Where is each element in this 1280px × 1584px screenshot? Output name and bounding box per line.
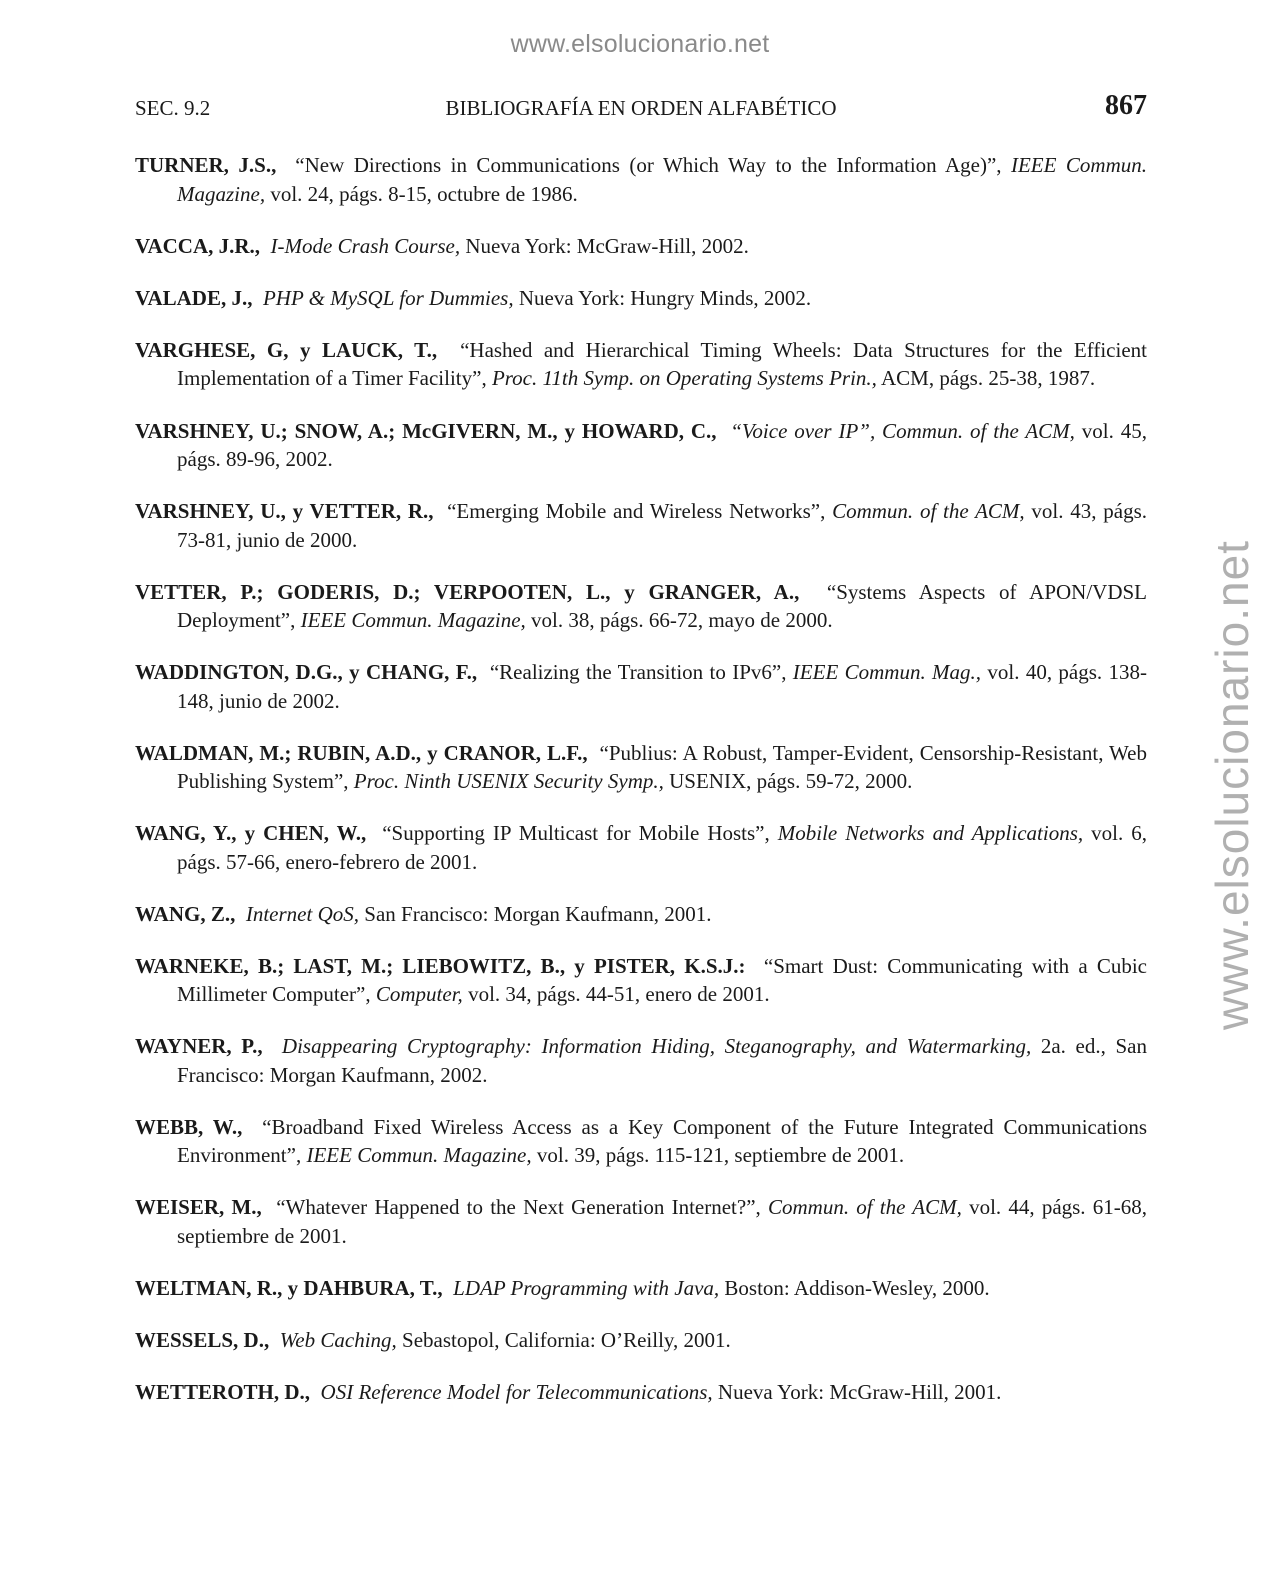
reference-authors: WARNEKE, B.; LAST, M.; LIEBOWITZ, B., y PISTER, K.S.J.: [135, 953, 746, 978]
reference-entry [135, 1326, 1147, 1355]
running-header [135, 90, 1147, 126]
reference-text: “Publius: A Robust, Tamper-Evident, Censorship-Resistant, Web Publishing System”, [177, 740, 1147, 793]
reference-text: Nueva York: Hungry Minds, 2002. [513, 285, 812, 310]
reference-authors: VALADE, J., [135, 285, 253, 310]
reference-entry [135, 232, 1147, 261]
reference-authors: TURNER, J.S., [135, 153, 277, 177]
reference-source: Proc. 11th Symp. on Operating Systems Prin., [491, 366, 877, 390]
reference-entry [135, 1032, 1147, 1089]
reference-text: vol. 39, págs. 115-121, septiembre de 2001. [531, 1143, 905, 1167]
reference-text: “Realizing the Transition to IPv6”, [489, 660, 793, 684]
reference-authors: WAYNER, P., [135, 1034, 263, 1058]
reference-list [135, 151, 1147, 1430]
reference-authors: WALDMAN, M.; RUBIN, A.D., y CRANOR, L.F., [135, 740, 588, 765]
watermark-side: www.elsolucionario.net [1206, 540, 1258, 1030]
running-title: BIBLIOGRAFÍA EN ORDEN ALFABÉTICO [445, 96, 837, 120]
reference-text: Nueva York: McGraw-Hill, 2002. [460, 233, 749, 258]
reference-authors: VARSHNEY, U., y VETTER, R., [135, 499, 434, 523]
reference-text: vol. 6, págs. 57-66, enero-febrero de 2001. [177, 821, 1147, 874]
reference-source: LDAP Programming with Java, [453, 1275, 720, 1300]
reference-text: “Smart Dust: Communicating with a Cubic Millimeter Computer”, [177, 953, 1147, 1006]
reference-text: “Systems Aspects of APON/VDSL Deployment”, [177, 579, 1147, 632]
reference-text: Nueva York: McGraw-Hill, 2001. [712, 1379, 1002, 1404]
reference-text: “Emerging Mobile and Wireless Networks”, [447, 499, 833, 523]
reference-authors: WANG, Y., y CHEN, W., [135, 821, 367, 845]
reference-source: “Voice over IP”, Commun. of the ACM, [730, 418, 1075, 443]
reference-source: I-Mode Crash Course, [270, 233, 461, 258]
reference-source: Mobile Networks and Applications, [777, 821, 1084, 845]
reference-text: vol. 43, págs. 73-81, junio de 2000. [177, 499, 1148, 552]
reference-authors: WADDINGTON, D.G., y CHANG, F., [135, 660, 478, 684]
reference-text: 2a. ed., San Francisco: Morgan Kaufmann, 2002. [177, 1034, 1147, 1087]
reference-source: IEEE Commun. Mag., [792, 660, 982, 684]
reference-entry [135, 1274, 1147, 1303]
reference-text: “New Directions in Communications (or Which Way to the Information Age)”, [295, 153, 1011, 177]
reference-text: vol. 40, págs. 138-148, junio de 2002. [177, 660, 1147, 713]
reference-text: vol. 24, págs. 8-15, octubre de 1986. [265, 181, 578, 206]
reference-text: San Francisco: Morgan Kaufmann, 2001. [359, 901, 712, 926]
reference-entry [135, 1378, 1147, 1407]
watermark-top: www.elsolucionario.net [510, 30, 770, 58]
reference-entry [135, 578, 1147, 635]
reference-text: vol. 45, págs. 89-96, 2002. [177, 418, 1147, 471]
reference-authors: WEISER, M., [135, 1195, 262, 1219]
reference-authors: WELTMAN, R., y DAHBURA, T., [135, 1275, 443, 1300]
reference-text: “Hashed and Hierarchical Timing Wheels: Data Structures for the Efficient Implementation of a Timer Facility”, [177, 337, 1147, 390]
reference-source: Web Caching, [279, 1327, 397, 1352]
reference-authors: WANG, Z., [135, 901, 236, 926]
reference-source: Internet QoS, [245, 901, 360, 926]
reference-text: “Supporting IP Multicast for Mobile Hosts”, [382, 821, 778, 845]
reference-text: vol. 38, págs. 66-72, mayo de 2000. [525, 608, 833, 632]
reference-text: Sebastopol, California: O’Reilly, 2001. [396, 1327, 731, 1352]
reference-text: “Broadband Fixed Wireless Access as a Key Component of the Future Integrated Communications Environment”, [177, 1114, 1148, 1167]
reference-source: Commun. of the ACM, [832, 499, 1025, 523]
reference-authors: WETTEROTH, D., [135, 1379, 311, 1404]
reference-entry [135, 1193, 1147, 1250]
section-number: SEC. 9.2 [135, 96, 211, 120]
reference-source: Disappearing Cryptography: Information Hiding, Steganography, and Watermarking, [281, 1034, 1032, 1058]
reference-source: IEEE Commun. Magazine, [300, 608, 526, 632]
reference-authors: VETTER, P.; GODERIS, D.; VERPOOTEN, L., y GRANGER, A., [135, 579, 800, 604]
reference-source: Commun. of the ACM, [767, 1195, 962, 1219]
reference-text: vol. 34, págs. 44-51, enero de 2001. [462, 982, 770, 1006]
reference-authors: VACCA, J.R., [135, 233, 261, 258]
reference-entry [135, 658, 1147, 715]
reference-entry [135, 952, 1147, 1009]
reference-source: Proc. Ninth USENIX Security Symp., [353, 769, 664, 793]
reference-entry [135, 900, 1147, 929]
reference-entry [135, 497, 1147, 554]
reference-entry [135, 417, 1147, 474]
reference-text: Boston: Addison-Wesley, 2000. [719, 1275, 990, 1300]
reference-text: USENIX, págs. 59-72, 2000. [663, 769, 913, 793]
reference-source: IEEE Commun. Magazine, [306, 1143, 532, 1167]
reference-text: vol. 44, págs. 61-68, septiembre de 2001. [177, 1195, 1148, 1248]
reference-authors: VARGHESE, G, y LAUCK, T., [135, 337, 438, 362]
reference-authors: WESSELS, D., [135, 1327, 270, 1352]
reference-source: OSI Reference Model for Telecommunications, [320, 1379, 713, 1404]
reference-text: “Whatever Happened to the Next Generation Internet?”, [276, 1195, 768, 1219]
reference-entry [135, 739, 1147, 796]
page-number: 867 [1105, 90, 1147, 121]
reference-entry [135, 284, 1147, 313]
reference-source: PHP & MySQL for Dummies, [262, 285, 514, 310]
reference-source: IEEE Commun. Magazine, [177, 153, 1148, 206]
reference-source: Computer, [375, 982, 463, 1006]
reference-authors: WEBB, W., [135, 1114, 243, 1139]
reference-text: ACM, págs. 25-38, 1987. [876, 366, 1096, 390]
reference-entry [135, 336, 1147, 393]
reference-entry [135, 151, 1147, 208]
reference-entry [135, 819, 1147, 876]
reference-authors: VARSHNEY, U.; SNOW, A.; McGIVERN, M., y HOWARD, C., [135, 418, 717, 443]
reference-entry [135, 1113, 1147, 1170]
